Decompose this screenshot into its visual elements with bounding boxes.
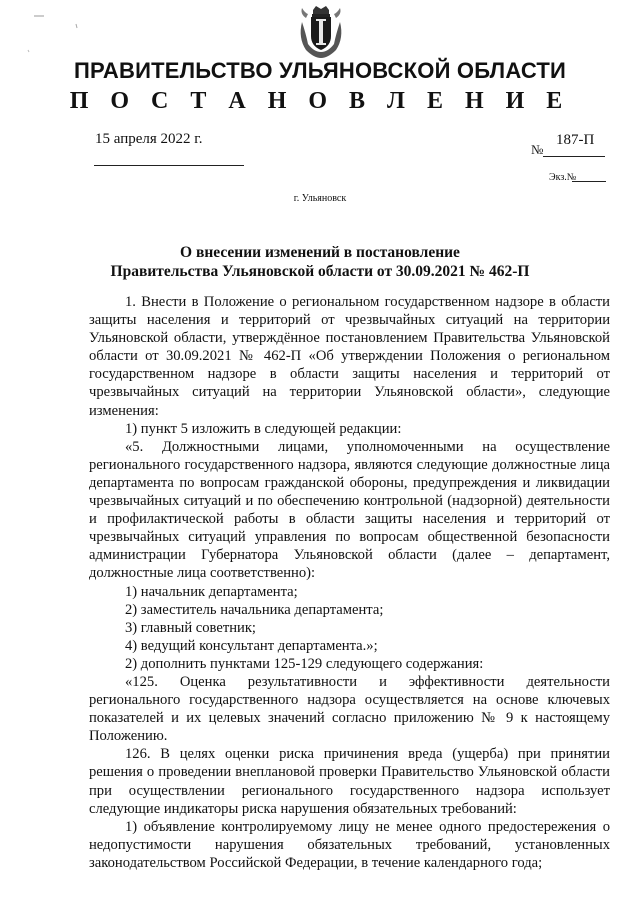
document-number-label: №: [531, 142, 544, 157]
document-number: 187-П: [556, 132, 595, 148]
subject-line: Правительства Ульяновской области от 30.09.2021 № 462-П: [110, 263, 530, 280]
body-paragraph: 1) объявление контролируемому лицу не менее одного предостережения о недопустимости нарушения обязательных требований, установленных законодательством Российской Федерации, в течение календарного года;: [89, 818, 610, 871]
body-paragraph: 2) заместитель начальника департамента;: [125, 601, 384, 618]
body-paragraph: 2) дополнить пунктами 125-129 следующего содержания:: [125, 655, 484, 672]
body-paragraph: 3) главный советник;: [125, 619, 256, 636]
document-subject: [0, 243, 640, 281]
body-paragraph: «5. Должностными лицами, уполномоченными на осуществление регионального государственного надзора, являются следующие должностные лица департамента по вопросам гражданской обороны, предупреждения и ликвидации чрезвычайных ситуаций и по обеспечению контрольной (надзорной) деятельности и профилактической работы в области защиты населения и территорий от чрезвычайных ситуаций управления по вопросам общественной безопасности администрации Губернатора Ульяновской области (далее – департамент, должностные лица соответственно):: [89, 438, 610, 582]
document-city: г. Ульяновск: [293, 193, 347, 204]
organization-title: ПРАВИТЕЛЬСТВО УЛЬЯНОВСКОЙ ОБЛАСТИ: [73, 58, 567, 83]
body-paragraph: 4) ведущий консультант департамента.»;: [125, 637, 378, 654]
copy-number-underline: [572, 181, 606, 182]
document-type-heading: П О С Т А Н О В Л Е Н И Е: [69, 88, 571, 114]
copy-number-label: Экз.№: [549, 172, 577, 183]
document-date: 15 апреля 2022 г.: [95, 131, 203, 147]
body-paragraph: 1. Внести в Положение о региональном государственном надзоре в области защиты населения и территорий от чрезвычайных ситуаций на территории Ульяновской области, утверждённое постановлением Правительства Ульяновской области от 30.09.2021 № 462-П «Об утверждении Положения о региональном государственном надзоре в области защиты населения и территорий от чрезвычайных ситуаций на территории Ульяновской области», следующие изменения:: [89, 294, 610, 419]
document-body: [89, 293, 610, 872]
coat-of-arms-emblem: [296, 4, 346, 60]
subject-line: О внесении изменений в постановление: [180, 244, 460, 261]
date-underline: [94, 165, 244, 166]
body-paragraph: «125. Оценка результативности и эффективности деятельности регионального государственного надзора осуществляется на основе ключевых показателей и их целевых значений согласно приложению № 9 к настоящему Положению.: [89, 673, 610, 745]
body-paragraph: 126. В целях оценки риска причинения вреда (ущерба) при принятии решения о проведении внеплановой проверки Правительство Ульяновской области при осуществлении регионального государственного надзора использует следующие индикаторы риска нарушения обязательных требований:: [89, 746, 610, 817]
body-paragraph: 1) начальник департамента;: [125, 583, 298, 600]
number-underline: [543, 156, 605, 157]
body-paragraph: 1) пункт 5 изложить в следующей редакции:: [125, 420, 402, 437]
